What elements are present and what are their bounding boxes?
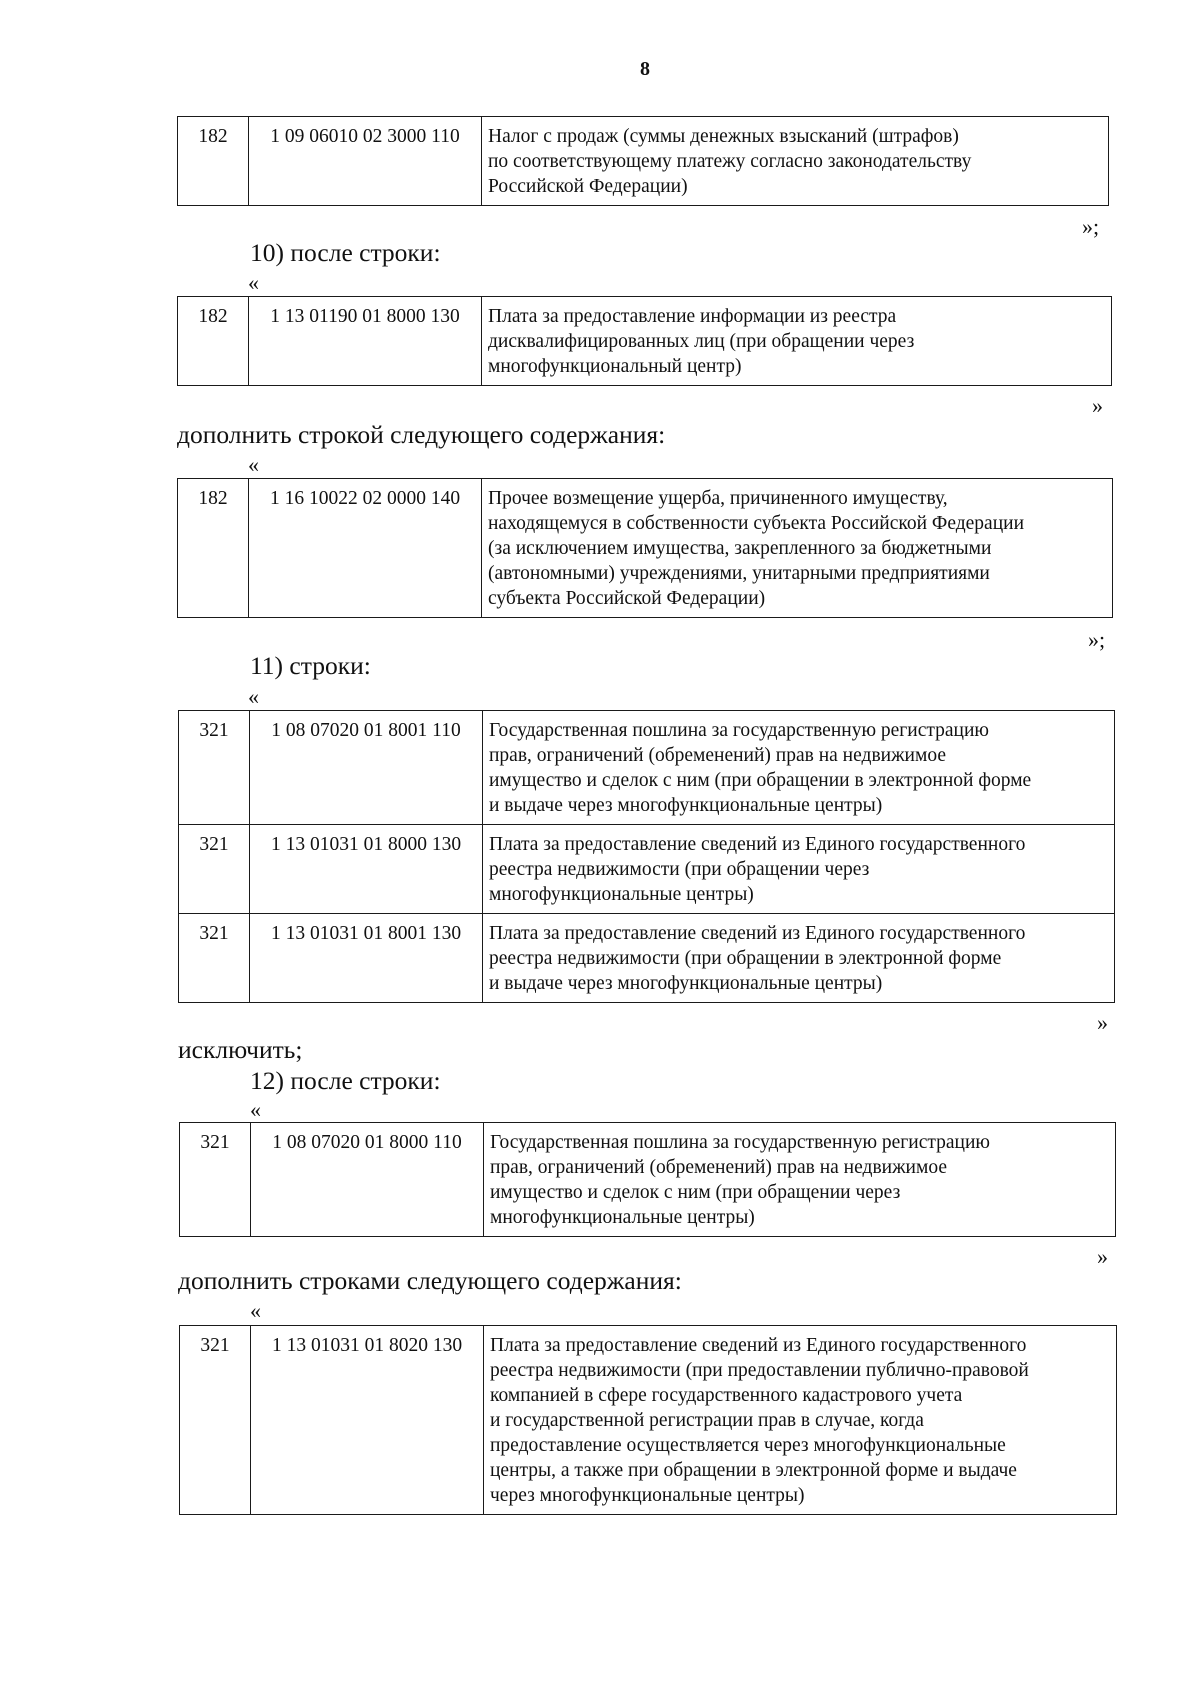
description-cell: Плата за предоставление информации из реестра дисквалифицированных лиц (при обращении через многофункциональный центр) [482,297,1112,386]
table-row [179,825,1115,914]
kbk-code-cell: 1 13 01190 01 8000 130 [249,297,482,386]
opening-quote: « [250,1298,261,1323]
table-row [180,1326,1117,1515]
description-cell: Плата за предоставление сведений из Единого государственного реестра недвижимости (при обращении в электронной форме и выдаче через многофункциональные центры) [483,914,1115,1003]
section-heading: дополнить строкой следующего содержания: [177,420,666,449]
kbk-code-cell: 1 09 06010 02 3000 110 [249,117,482,206]
opening-quote: « [248,452,259,477]
page-number: 8 [640,58,650,80]
description-cell: Прочее возмещение ущерба, причиненного имуществу, находящемуся в собственности субъекта Российской Федерации (за исключением имущества, закрепленного за бюджетными (автономными) учреждениями, унитарными предприятиями субъекта Российской Федерации) [482,479,1113,618]
admin-code-cell: 321 [179,711,250,825]
kbk-code-cell: 1 13 01031 01 8000 130 [250,825,483,914]
opening-quote: « [248,270,259,295]
section-heading: дополнить строками следующего содержания: [178,1266,682,1295]
amendment-table [179,1325,1117,1515]
table-row [178,479,1113,618]
amendment-table [177,296,1112,386]
description-cell: Государственная пошлина за государственную регистрацию прав, ограничений (обременений) прав на недвижимое имущество и сделок с ним (при обращении в электронной форме и выдаче через многофункциональные центры) [483,711,1115,825]
kbk-code-cell: 1 08 07020 01 8001 110 [250,711,483,825]
description-cell: Государственная пошлина за государственную регистрацию прав, ограничений (обременений) прав на недвижимое имущество и сделок с ним (при обращении через многофункциональные центры) [484,1123,1116,1237]
description-cell: Налог с продаж (суммы денежных взысканий (штрафов) по соответствующему платежу согласно законодательству Российской Федерации) [482,117,1109,206]
description-cell: Плата за предоставление сведений из Единого государственного реестра недвижимости (при предоставлении публично-правовой компанией в сфере государственного кадастрового учета и государственной регистрации прав в случае, когда предоставление осуществляется через многофункциональные центры, а также при обращении в электронной форме и выдаче через многофункциональные центры) [484,1326,1117,1515]
kbk-code-cell: 1 13 01031 01 8020 130 [251,1326,484,1515]
opening-quote: « [248,684,259,709]
table-row [178,297,1112,386]
table-row [178,117,1109,206]
section-heading: исключить; [178,1035,303,1064]
admin-code-cell: 321 [179,825,250,914]
amendment-table [178,710,1115,1003]
kbk-code-cell: 1 16 10022 02 0000 140 [249,479,482,618]
closing-quote: » [1097,1010,1108,1035]
closing-quote: » [1092,393,1103,418]
closing-quote: »; [1088,627,1106,652]
amendment-table [179,1122,1116,1237]
admin-code-cell: 182 [178,479,249,618]
admin-code-cell: 182 [178,117,249,206]
opening-quote: « [250,1097,261,1122]
amendment-table [177,116,1109,206]
table-row [179,711,1115,825]
amendment-table [177,478,1113,618]
table-row [180,1123,1116,1237]
kbk-code-cell: 1 13 01031 01 8001 130 [250,914,483,1003]
section-heading: 11) строки: [250,651,371,680]
description-cell: Плата за предоставление сведений из Единого государственного реестра недвижимости (при обращении через многофункциональные центры) [483,825,1115,914]
admin-code-cell: 321 [179,914,250,1003]
admin-code-cell: 321 [180,1326,251,1515]
section-subheading: 12) после строки: [250,1066,441,1095]
closing-quote: »; [1082,214,1100,239]
admin-code-cell: 321 [180,1123,251,1237]
kbk-code-cell: 1 08 07020 01 8000 110 [251,1123,484,1237]
section-heading: 10) после строки: [250,238,441,267]
table-row [179,914,1115,1003]
admin-code-cell: 182 [178,297,249,386]
closing-quote: » [1097,1244,1108,1269]
